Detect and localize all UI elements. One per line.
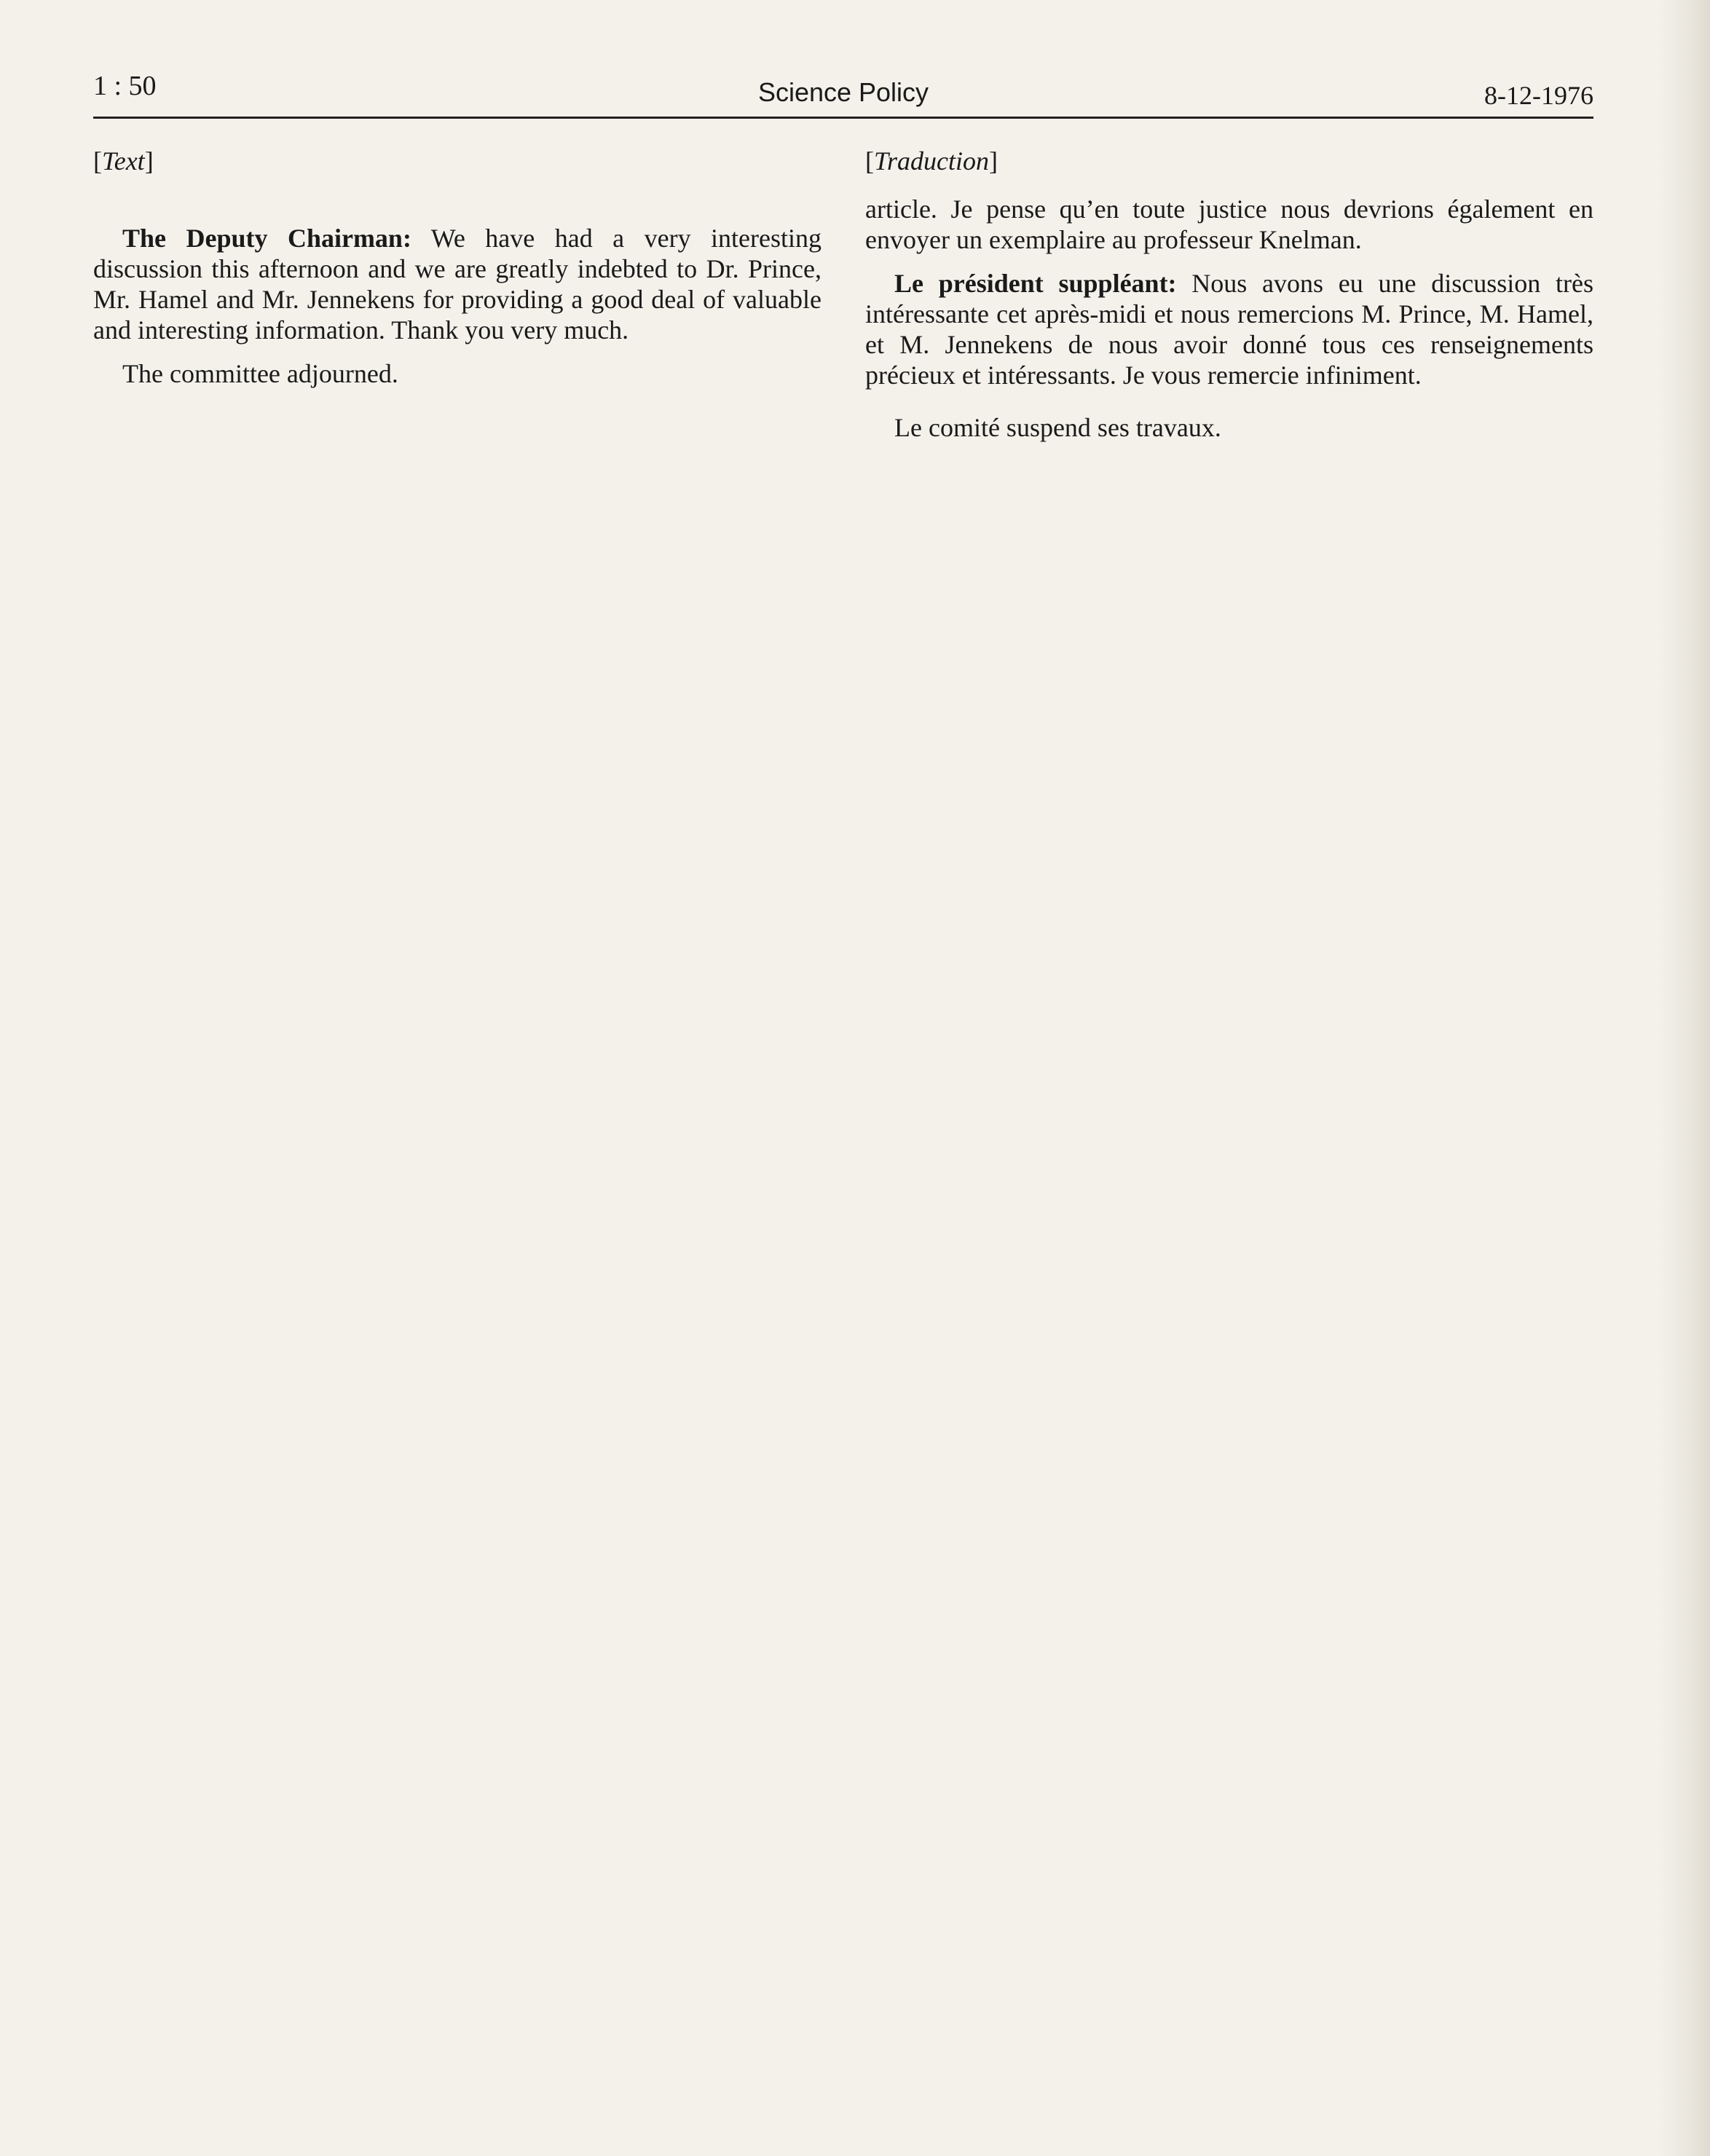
french-column [865, 146, 1593, 456]
continued-text: article. Je pense qu’en toute justice nous devrions également en envoyer un exemplaire au professeur Knelman. [865, 194, 1593, 254]
english-column-label: [Text] [93, 146, 154, 176]
speech-text: We have had a very interesting discussion this afternoon and we are greatly indebted to Dr. Prince, Mr. Hamel and Mr. Jennekens for providing a good deal of valuable and interesting information. Thank you very much. [93, 224, 821, 345]
page-date: 8-12-1976 [1484, 81, 1593, 110]
adjournment-note: The committee adjourned. [122, 359, 398, 388]
speaker-name: The Deputy Chairman: [122, 224, 411, 253]
adjournment-note: Le comité suspend ses travaux. [894, 413, 1221, 442]
english-column [93, 146, 821, 402]
deputy-chairman-remarks [93, 223, 821, 345]
page-number: 1 : 50 [93, 71, 157, 101]
president-remarks [865, 268, 1593, 390]
running-title: Science Policy [757, 77, 929, 107]
french-column-label: [Traduction] [865, 146, 998, 176]
page-header [93, 70, 1593, 119]
speaker-name: Le président suppléant: [894, 269, 1177, 298]
page-edge-shadow [1659, 0, 1710, 2156]
column-spacer [93, 194, 821, 223]
speech-text: Nous avons eu une discussion très intéressante cet après-midi et nous remercions M. Prince, M. Hamel, et M. Jennekens de nous avoir donné tous ces renseignements précieux et intéressants. Je vous remercie infiniment. [865, 269, 1593, 390]
